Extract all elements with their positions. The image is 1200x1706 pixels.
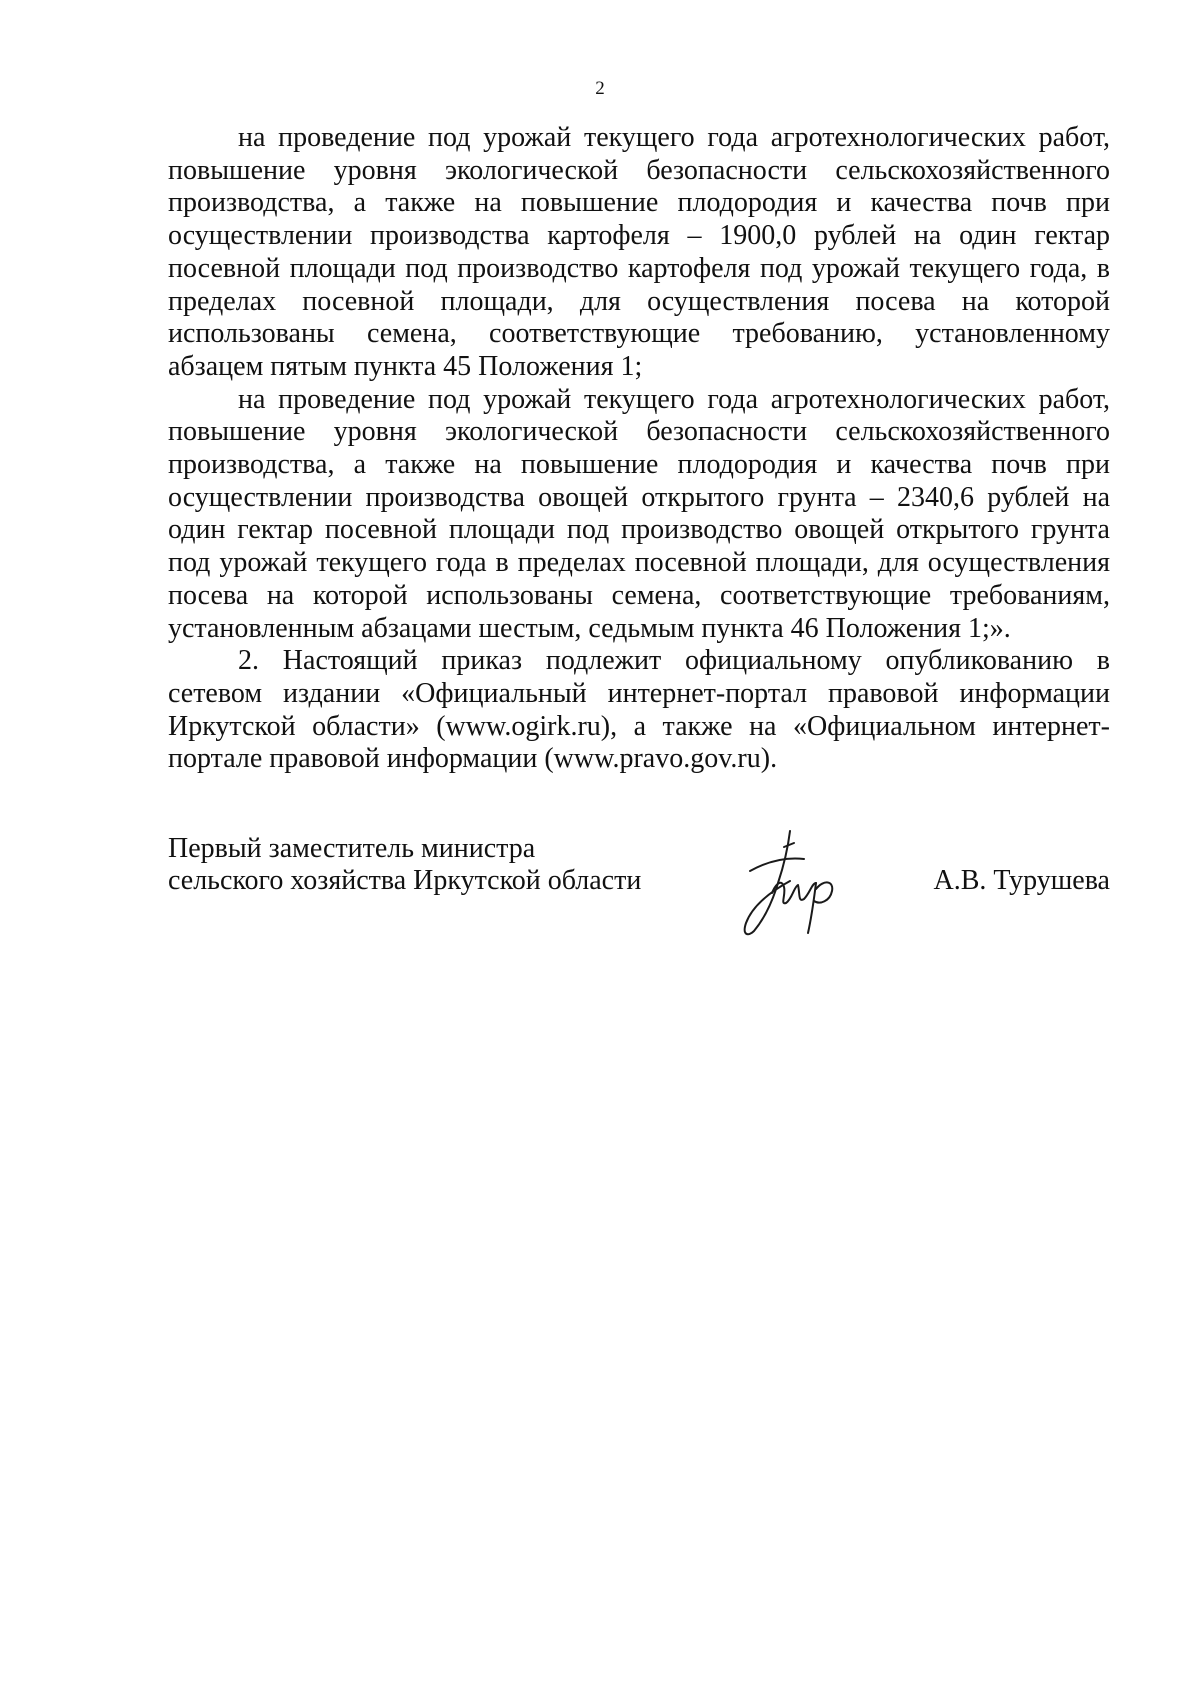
document-body — [168, 122, 1110, 776]
signer-name: А.В. Турушева — [933, 865, 1110, 896]
signer-title — [168, 833, 641, 897]
signer-title-line-1: Первый заместитель министра — [168, 833, 536, 864]
paragraph-vegetable-subsidy: на проведение под урожай текущего года агротехнологических работ, повышение уровня экологической безопасности сельскохозяйственного производства, а также на повышение плодородия и качества почв при осуществлении производства овощей открытого грунта – 2340,6 рублей на один гектар посевной площади под производство овощей открытого грунта под урожай текущего года в пределах посевной площади, для осуществления посева на которой использованы семена, соответствующие требованиям, установленным абзацами шестым, седьмым пункта 46 Положения 1;». — [168, 383, 1110, 644]
handwritten-signature — [728, 827, 858, 942]
page-number: 2 — [595, 78, 605, 99]
signature-block — [168, 833, 1110, 953]
paragraph-potato-subsidy: на проведение под урожай текущего года агротехнологических работ, повышение уровня экологической безопасности сельскохозяйственного производства, а также на повышение плодородия и качества почв при осуществлении производства картофеля – 1900,0 рублей на один гектар посевной площади под производство картофеля под урожай текущего года, в пределах посевной площади, для осуществления посева на которой использованы семена, соответствующие требованию, установленному абзацем пятым пункта 45 Положения 1; — [168, 122, 1110, 382]
signer-title-line-2: сельского хозяйства Иркутской области — [168, 865, 642, 896]
paragraph-publication-order: 2. Настоящий приказ подлежит официальному опубликованию в сетевом издании «Официальный интернет-портал правовой информации Иркутской области» (www.ogirk.ru), а также на «Официальном интернет-портале правовой информации (www.pravo.gov.ru). — [168, 645, 1110, 775]
